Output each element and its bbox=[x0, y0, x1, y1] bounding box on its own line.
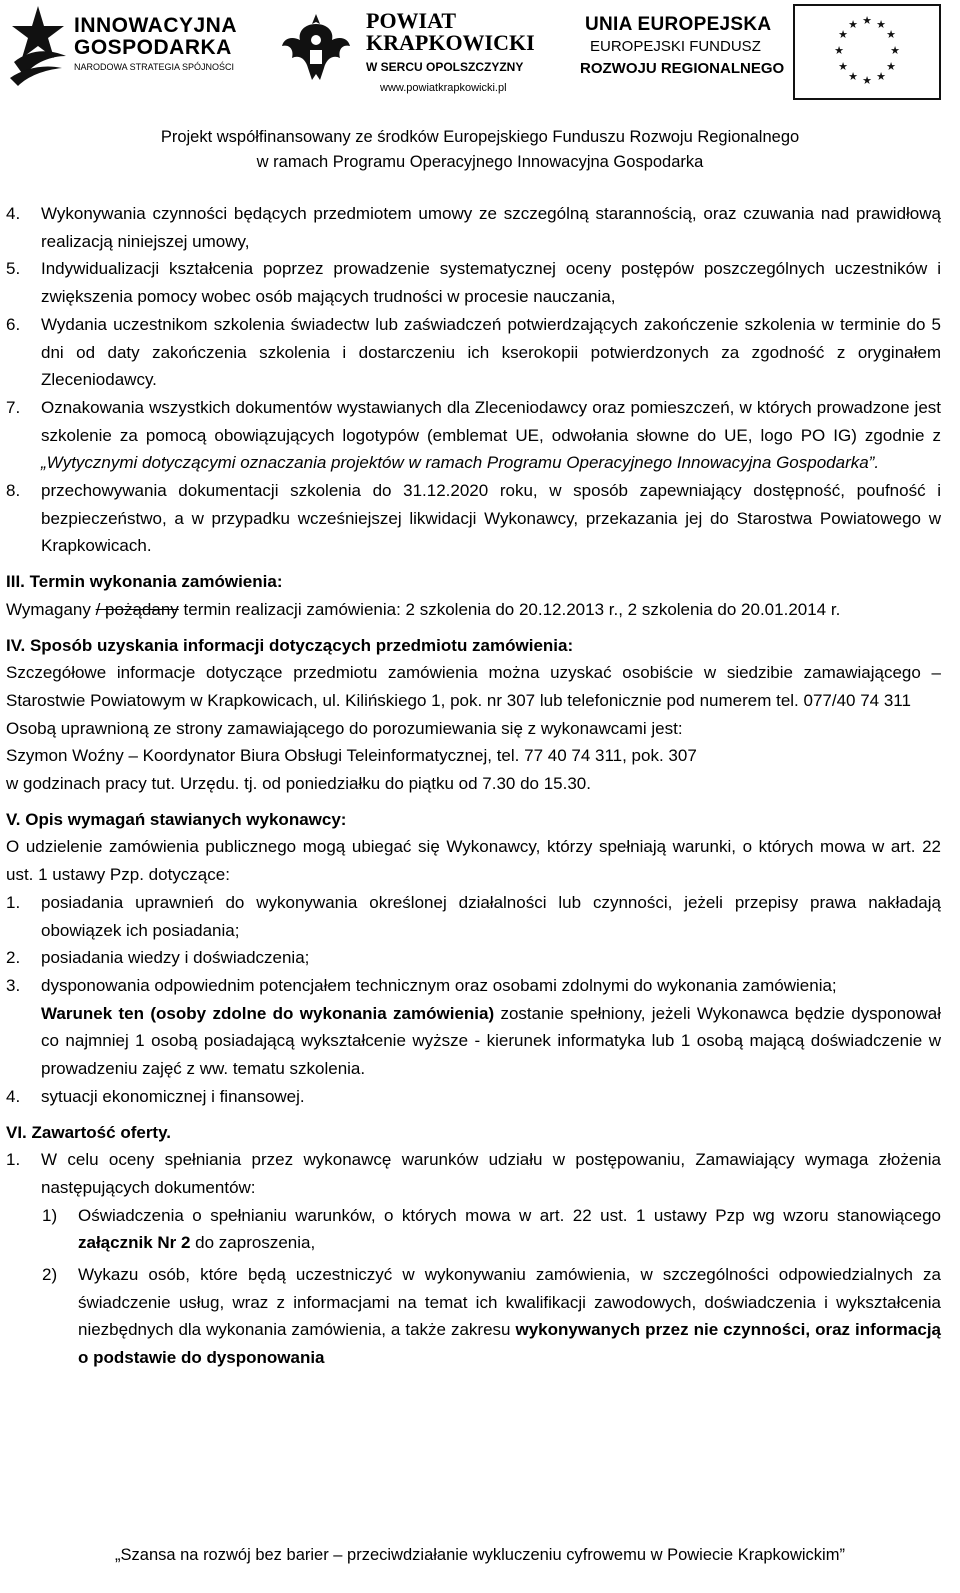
list-item bbox=[6, 1146, 941, 1201]
list-text: sytuacji ekonomicznej i finansowej. bbox=[41, 1086, 305, 1106]
logo-bar bbox=[0, 0, 960, 110]
sub-list-text-a: Oświadczenia o spełnianiu warunków, o których mowa w art. 22 ust. 1 ustawy Pzp wg wzoru stanowiącego bbox=[78, 1205, 941, 1225]
list-number: 3. bbox=[6, 975, 21, 995]
section-3-text-b: termin realizacji zamówienia: 2 szkolenia do 20.12.2013 r., 2 szkolenia do 20.01.2014 r. bbox=[178, 599, 841, 619]
powiat-line-2: KRAPKOWICKI bbox=[366, 30, 535, 55]
sub-list-item bbox=[6, 1261, 941, 1372]
powiat-url: www.powiatkrapkowicki.pl bbox=[380, 82, 507, 94]
list-text: posiadania wiedzy i doświadczenia; bbox=[41, 948, 310, 968]
list-item bbox=[6, 477, 941, 560]
ue-line-3: ROZWOJU REGIONALNEGO bbox=[580, 60, 785, 77]
list-number: 2. bbox=[6, 948, 21, 968]
condition-text: zostanie spełniony, jeżeli Wykonawca będzie dysponował co najmniej 1 osobą posiadającą wykształcenie wyższe - kierunek informatyka lub 1 osobą mającą doświadczenie w prowadzeniu zajęć z ww. tematu szkolenia. bbox=[41, 1003, 941, 1079]
section-4-p2: Osobą uprawnioną ze strony zamawiającego do porozumiewania się z wykonawcami jest: bbox=[6, 718, 683, 738]
section-4-p1: Szczegółowe informacje dotyczące przedmiotu zamówienia można uzyskać osobiście w siedzibie zamawiającego – Starostwie Powiatowym w Krapkowicach, ul. Kilińskiego 1, pok. nr 307 lub telefonicznie pod numerem tel. 077/40 74 311 bbox=[6, 663, 941, 710]
list-item bbox=[6, 972, 941, 1000]
list-item bbox=[6, 1083, 941, 1111]
sub-list-number: 1) bbox=[42, 1205, 58, 1225]
project-line-2: w ramach Programu Operacyjnego Innowacyjna Gospodarka bbox=[256, 153, 704, 171]
list-text-italic: „Wytycznymi dotyczącymi oznaczania projektów w ramach Programu Operacyjnego Innowacyjna Gospodarka”. bbox=[41, 453, 880, 473]
svg-text:★: ★ bbox=[838, 28, 848, 41]
svg-text:★: ★ bbox=[862, 74, 872, 87]
list-item bbox=[6, 255, 941, 310]
list-item bbox=[6, 394, 941, 477]
ig-title-2: GOSPODARKA bbox=[74, 36, 232, 59]
powiat-line-3: W SERCU OPOLSZCZYZNY bbox=[366, 60, 524, 74]
sub-list-text-a: Wykazu osób, które będą uczestniczyć w wykonywaniu zamówienia, w szczególności odpowiedzialnych za świadczenie usług, wraz z informacjami na temat ich kwalifikacji zawodowych, doświadczenia i wykształcenia niezbędnych dla wykonania zamówienia, a także zakresu bbox=[78, 1265, 941, 1340]
struck-text: / pożądany bbox=[95, 599, 179, 619]
svg-text:★: ★ bbox=[890, 44, 900, 57]
svg-text:★: ★ bbox=[876, 70, 886, 83]
section-5-intro: O udzielenie zamówienia publicznego mogą ubiegać się Wykonawcy, którzy spełniają warunki, o których mowa w art. 22 ust. 1 ustawy Pzp. dotyczące: bbox=[6, 837, 941, 885]
list-text: Wydania uczestnikom szkolenia świadectw lub zaświadczeń potwierdzających zakończenie szkolenia w terminie do 5 dni od daty zakończenia szkolenia i dostarczeniu ich kserokopii potwierdzonych za zgodność z oryginałem Zleceniodawcy. bbox=[41, 314, 941, 390]
svg-text:★: ★ bbox=[838, 60, 848, 73]
powiat-line-1: POWIAT bbox=[366, 8, 457, 33]
sub-list-text-c: do zaproszenia, bbox=[190, 1233, 316, 1253]
list-number: 1. bbox=[6, 892, 21, 912]
ue-line-1: UNIA EUROPEJSKA bbox=[585, 14, 772, 35]
innowacyjna-gospodarka-logo-icon bbox=[8, 4, 68, 88]
document-body bbox=[6, 200, 941, 1372]
list-number: 6. bbox=[6, 314, 21, 334]
list-number: 7. bbox=[6, 397, 21, 417]
svg-text:★: ★ bbox=[862, 14, 872, 27]
list-text: przechowywania dokumentacji szkolenia do 31.12.2020 roku, w sposób zapewniający dostępność, poufność i bezpieczeństwo, a w przypadku wcześniejszej likwidacji Wykonawcy, przekazania jej do Starostwa Powiatowego w Krapkowicach. bbox=[41, 481, 941, 556]
project-line-1: Projekt współfinansowany ze środków Europejskiego Funduszu Rozwoju Regionalnego bbox=[160, 128, 800, 146]
list-number: 4. bbox=[6, 204, 21, 223]
list-number: 5. bbox=[6, 259, 21, 279]
section-heading-4: IV. Sposób uzyskania informacji dotyczących przedmiotu zamówienia: bbox=[6, 635, 574, 655]
sub-list-text-bold: wykonywanych przez nie czynności, oraz informacją o podstawie do dysponowania bbox=[78, 1320, 941, 1368]
section-4-p3: Szymon Woźny – Koordynator Biura Obsługi Teleinformatycznej, tel. 77 40 74 311, pok. 307 bbox=[6, 746, 697, 766]
sub-list-text-bold: załącznik Nr 2 bbox=[78, 1233, 191, 1253]
list-text: Oznakowania wszystkich dokumentów wystawianych dla Zleceniodawcy oraz pomieszczeń, w których prowadzone jest szkolenie za pomocą obowiązujących logotypów (emblemat UE, odwołania słowne do UE, logo PO IG) zgodnie z bbox=[41, 397, 941, 445]
svg-text:★: ★ bbox=[834, 44, 844, 57]
condition-bold: Warunek ten (osoby zdolne do wykonania zamówienia) bbox=[41, 1003, 495, 1023]
list-item bbox=[6, 311, 941, 394]
sub-list-number: 2) bbox=[42, 1265, 58, 1285]
condition-paragraph bbox=[6, 1000, 941, 1083]
sub-list-item bbox=[6, 1202, 941, 1257]
list-text: posiadania uprawnień do wykonywania określonej działalności lub czynności, jeżeli przepisy prawa nakładają obowiązek ich posiadania; bbox=[41, 892, 941, 940]
list-text: Indywidualizacji kształcenia poprzez prowadzenie systematycznej oceny postępów poszczególnych uczestników i zwiększenia pomocy wobec osób mających trudności w procesie nauczania, bbox=[41, 259, 941, 307]
eu-flag-icon bbox=[793, 4, 941, 100]
ig-title-1: INNOWACYJNA bbox=[74, 14, 238, 37]
svg-text:★: ★ bbox=[886, 60, 896, 73]
list-number: 8. bbox=[6, 481, 21, 501]
section-heading-3: III. Termin wykonania zamówienia: bbox=[6, 572, 283, 592]
svg-text:★: ★ bbox=[848, 18, 858, 31]
list-text: dysponowania odpowiednim potencjałem technicznym oraz osobami zdolnymi do wykonania zamówienia; bbox=[41, 975, 837, 995]
section-4-p4: w godzinach pracy tut. Urzędu. tj. od poniedziałku do piątku od 7.30 do 15.30. bbox=[6, 774, 591, 794]
list-item bbox=[6, 200, 941, 255]
footer-slogan: „Szansa na rozwój bez barier – przeciwdziałanie wykluczeniu cyfrowemu w Powiecie Krapkowickim” bbox=[115, 1546, 845, 1564]
section-3-text bbox=[6, 596, 941, 624]
section-3-text-a: Wymagany bbox=[6, 599, 96, 619]
ue-line-2: EUROPEJSKI FUNDUSZ bbox=[590, 38, 761, 55]
ig-subtitle: NARODOWA STRATEGIA SPÓJNOŚCI bbox=[74, 62, 235, 72]
section-heading-5: V. Opis wymagań stawianych wykonawcy: bbox=[6, 809, 347, 829]
powiat-eagle-icon bbox=[280, 10, 352, 86]
svg-text:★: ★ bbox=[876, 18, 886, 31]
svg-text:★: ★ bbox=[848, 70, 858, 83]
list-number: 4. bbox=[6, 1086, 21, 1106]
list-number: 1. bbox=[6, 1150, 21, 1170]
list-item bbox=[6, 944, 941, 972]
svg-text:★: ★ bbox=[886, 28, 896, 41]
list-text: Wykonywania czynności będących przedmiotem umowy ze szczególną starannością, oraz czuwania nad prawidłową realizacją niniejszej umowy, bbox=[41, 204, 941, 251]
list-item bbox=[6, 889, 941, 944]
section-heading-6: VI. Zawartość oferty. bbox=[6, 1122, 172, 1142]
list-text: W celu oceny spełniania przez wykonawcę warunków udziału w postępowaniu, Zamawiający wymaga złożenia następujących dokumentów: bbox=[41, 1150, 941, 1197]
